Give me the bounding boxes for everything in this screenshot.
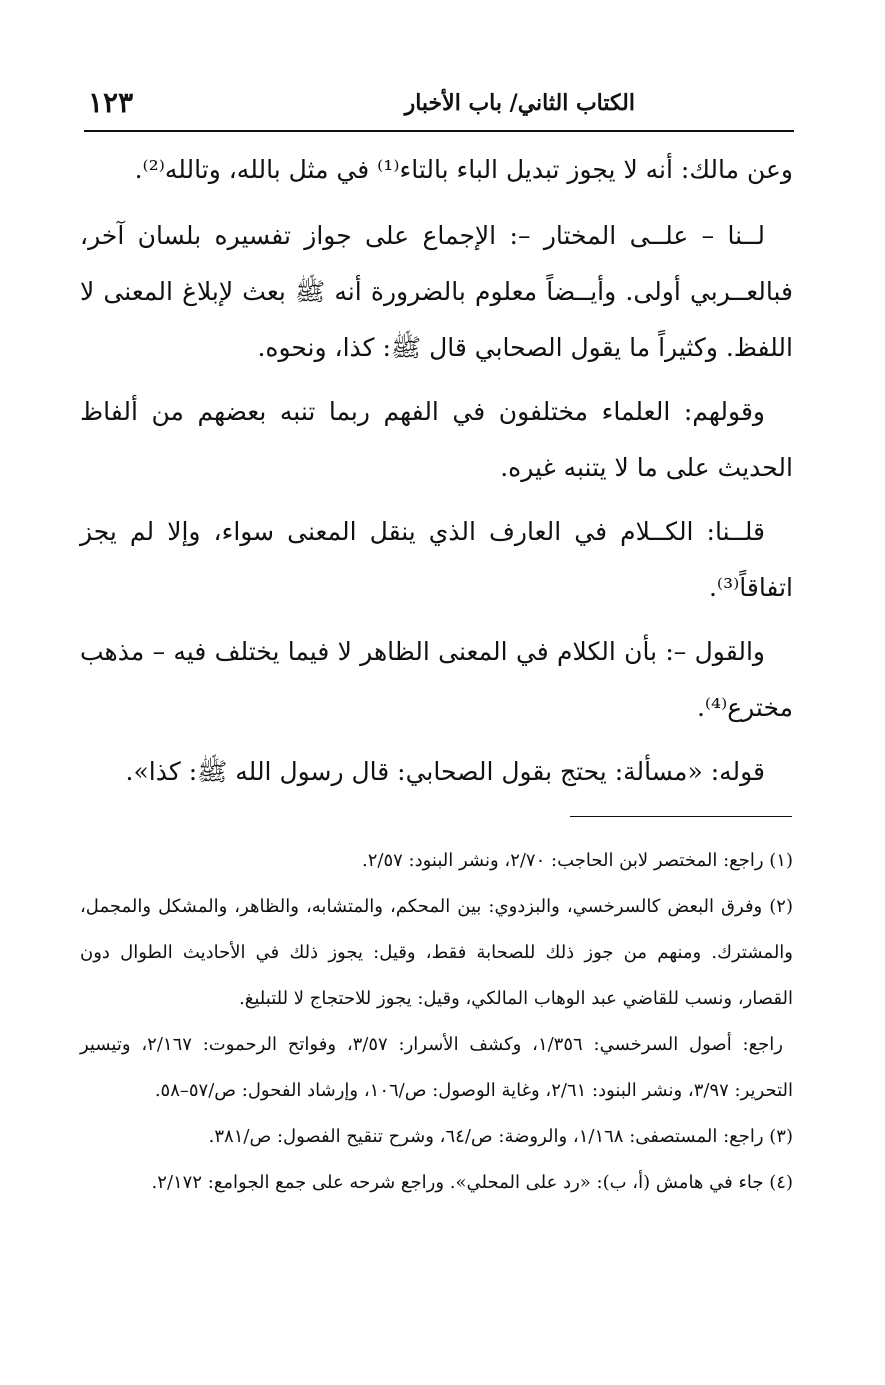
running-header — [88, 86, 795, 126]
paragraph: قوله: «مسألة: يحتج بقول الصحابي: قال رسول الله ﷺ: كذا». — [125, 757, 765, 786]
paragraph: وقولهم: العلماء مختلفون في الفهم ربما تنبه بعضهم من ألفاظ الحديث على ما لا يتنبه غيره. — [80, 397, 793, 482]
main-text — [80, 142, 793, 808]
paragraph: لــنا – علــى المختار –: الإجماع على جواز تفسيره بلسان آخر، فبالعــربي أولى. وأيــضاً معلوم بالضرورة أنه ﷺ بعث لإبلاغ المعنى لا اللفظ. وكثيراً ما يقول الصحابي قال ﷺ: كذا، ونحوه. — [80, 221, 793, 362]
footnote: (٣) راجع: المستصفى: ١/١٦٨، والروضة: ص/٦٤، وشرح تنقيح الفصول: ص/٣٨١. — [208, 1126, 793, 1147]
paragraph: والقول –: بأن الكلام في المعنى الظاهر لا فيما يختلف فيه – مذهب مخترع⁽⁴⁾. — [80, 637, 793, 722]
footnote-continuation: راجع: أصول السرخسي: ١/٣٥٦، وكشف الأسرار: ٣/٥٧، وفواتح الرحموت: ٢/١٦٧، وتيسير التحرير: ٣/٩٧، ونشر البنود: ٢/٦١، وغاية الوصول: ص/١٠٦، وإرشاد الفحول: ص/٥٧–٥٨. — [80, 1034, 793, 1101]
paragraph: قلــنا: الكــلام في العارف الذي ينقل المعنى سواء، وإلا لم يجز اتفاقاً⁽³⁾. — [80, 517, 793, 602]
header-rule — [84, 130, 794, 132]
footnote-separator — [570, 816, 792, 817]
paragraph: وعن مالك: أنه لا يجوز تبديل الباء بالتاء⁽¹⁾ في مثل بالله، وتالله⁽²⁾. — [134, 155, 793, 184]
footnotes — [80, 838, 793, 1206]
footnote: (٢) وفرق البعض كالسرخسي، والبزدوي: بين المحكم، والمتشابه، والظاهر، والمشكل والمجمل، والمشترك. ومنهم من جوز ذلك للصحابة فقط، وقيل: يجوز ذلك في الأحاديث الطوال دون القصار، ونسب للقاضي عبد الوهاب المالكي، وقيل: يجوز للاحتجاج لا للتبليغ. — [80, 896, 793, 1009]
footnote: (٤) جاء في هامش (أ، ب): «رد على المحلي». وراجع شرحه على جمع الجوامع: ٢/١٧٢. — [151, 1172, 793, 1193]
page-number: ١٢٣ — [88, 86, 134, 119]
chapter-title: الكتاب الثاني/ باب الأخبار — [404, 90, 635, 116]
footnote: (١) راجع: المختصر لابن الحاجب: ٢/٧٠، ونشر البنود: ٢/٥٧. — [361, 850, 793, 871]
